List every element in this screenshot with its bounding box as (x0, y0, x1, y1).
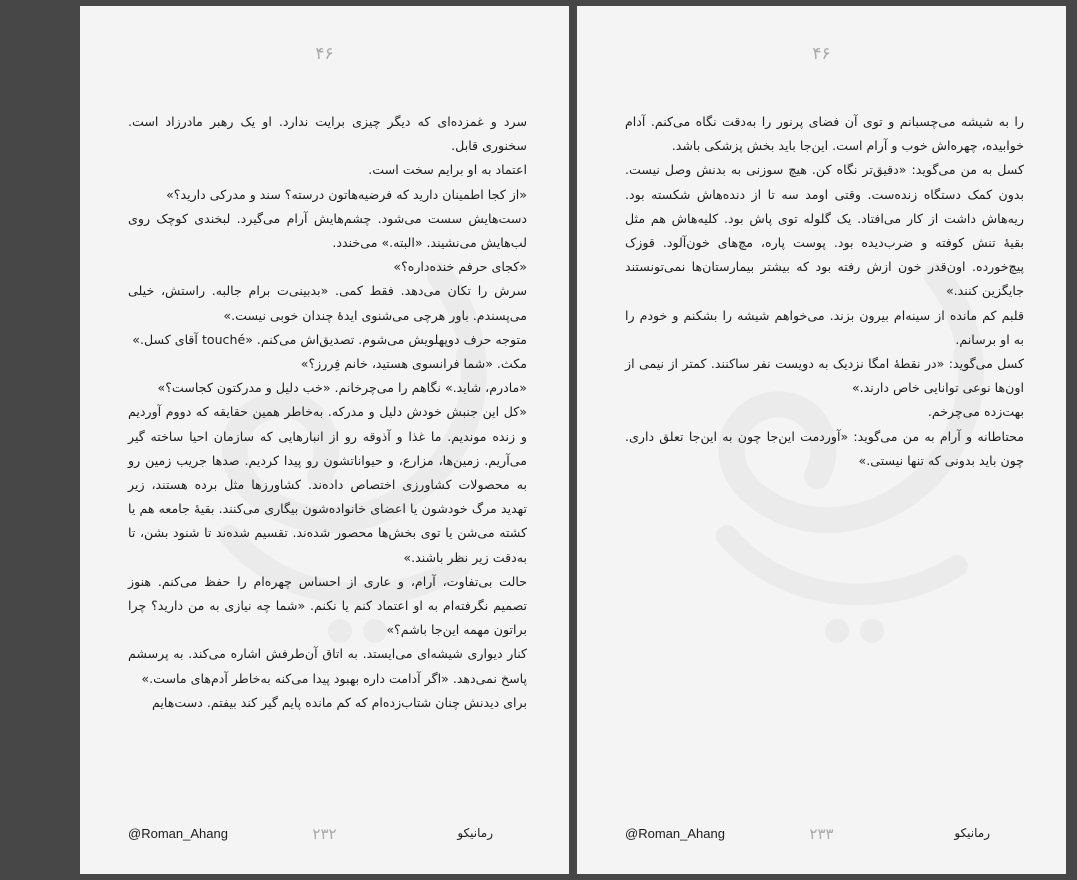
paragraph: اعتماد به او برایم سخت است. (368, 162, 527, 178)
paragraph: متوجه حرف دوپهلویش می‌شوم. تصدیق‌اش می‌کنم. «touché آقای کسل.» (132, 331, 527, 347)
page-body-text (625, 110, 1024, 473)
channel-handle: @Roman_Ahang (128, 826, 228, 841)
paragraph: کنار دیواری شیشه‌ای می‌ایستد. به اتاق آن‌طرفش اشاره می‌کند. به پرسشم پاسخ نمی‌دهد. «اگر آدامت داره بهبود پیدا می‌کنه به‌خاطر آدم‌های ماست.» (128, 646, 527, 686)
chapter-number: ۴۶ (812, 44, 831, 64)
page-footer (577, 826, 1066, 846)
book-page-right (577, 6, 1066, 874)
page-number: ۲۳۲ (312, 825, 337, 843)
paragraph: سرد و غمزده‌ای که دیگر چیزی برایت ندارد. او یک رهبر مادرزاد است. سخنوری قابل. (128, 114, 527, 154)
paragraph: محتاطانه و آرام به من می‌گوید: «آوردمت این‌جا چون به این‌جا تعلق داری. چون باید بدونی که تنها نیستی.» (625, 428, 1024, 468)
paragraph: سرش را تکان می‌دهد. فقط کمی. «بدبینی‌ت برام جالبه. راستش، خیلی می‌پسندم. باور هرچی می‌شنوی ایدهٔ چندان خوبی نیست.» (128, 283, 527, 323)
channel-handle: @Roman_Ahang (625, 826, 725, 841)
paragraph: کسل می‌گوید: «در نقطهٔ امگا نزدیک به دویست نفر ساکنند. کمتر از نیمی از اون‌ها نوعی توانایی خاص دارند.» (625, 356, 1024, 396)
publisher-name: رمانیکو (954, 826, 990, 840)
paragraph: «کل این جنبش خودش دلیل و مدرکه. به‌خاطر همین حقایقه که دووم آوردیم و زنده موندیم. ما غذا و آذوقه رو از انبارهایی که سازمان احیا ساخته گیر می‌آریم. زمین‌ها، مزارع، و حیواناتشون رو پیدا کردیم. صدها جریب زمین رو به محصولات کشاورزی اختصاص داده‌ند. کشاورزها مثل برده هستند، زیر تهدید مرگ خودشون یا اعضای خانواده‌شون بیگاری می‌کنند. بقیهٔ جامعه هم یا کشته می‌شن یا توی بخش‌ها محصور شده‌ند. تقسیم شده‌ند تا شنود بشن، تا به‌دقت زیر نظر باشند.» (128, 404, 527, 565)
publisher-name: رمانیکو (457, 826, 493, 840)
paragraph: کسل به من می‌گوید: «دقیق‌تر نگاه کن. هیچ سوزنی به بدنش وصل نیست. بدون کمک دستگاه زنده‌ست. وقتی اومد سه تا از دنده‌هاش شکسته بود. ریه‌هاش داشت از کار می‌افتاد. یک گلوله توی پاش بود. کلیه‌هاش هم مثل بقیهٔ تنش کوفته و ضرب‌دیده بود. پوست پاره، مچ‌های خون‌آلود. قوزک پیچ‌خورده. اون‌قدر خون ازش رفته بود که بیشتر بیمارستان‌ها نمی‌تونستند جایگزین کنند.» (625, 162, 1024, 299)
paragraph: دست‌هایش سست می‌شود. چشم‌هایش آرام می‌گیرد. لبخندی کوچک روی لب‌هایش می‌نشیند. «البته.» می‌خندد. (128, 210, 527, 251)
paragraph: «از کجا اطمینان دارید که فرضیه‌هاتون درسته؟ سند و مدرکی دارید؟» (166, 186, 527, 202)
chapter-number: ۴۶ (315, 44, 334, 64)
paragraph: بهت‌زده می‌چرخم. (927, 404, 1024, 420)
paragraph: «کجای حرفم خنده‌داره؟» (393, 259, 527, 275)
paragraph: حالت بی‌تفاوت، آرام، و عاری از احساس چهره‌ام را حفظ می‌کنم. هنوز تصمیم نگرفته‌ام به او اعتماد کنم یا نکنم. «شما چه نیازی به من دارید؟ چرا براتون مهمه این‌جا باشم؟» (128, 573, 527, 638)
paragraph: مکث. «شما فرانسوی هستید، خانم فِررز؟» (300, 356, 527, 372)
paragraph: قلبم کم مانده از سینه‌ام بیرون بزند. می‌خواهم شیشه را بشکنم و خودم را به او برسانم. (625, 307, 1024, 347)
page-number: ۲۳۳ (809, 825, 834, 843)
paragraph: «مادرم، شاید.» نگاهم را می‌چرخانم. «خب دلیل و مدرکتون کجاست؟» (157, 380, 527, 396)
page-footer (80, 826, 569, 846)
book-page-left (80, 6, 569, 874)
paragraph: برای دیدنش چنان شتاب‌زده‌ام که کم مانده پایم گیر کند بیفتم. دست‌هایم (152, 694, 527, 710)
paragraph: را به شیشه می‌چسبانم و توی آن فضای پرنور را به‌دقت نگاه می‌کنم. آدام خوابیده، چهره‌اش خوب و آرام است. این‌جا باید بخش پزشکی باشد. (625, 114, 1024, 154)
page-body-text (128, 110, 527, 715)
